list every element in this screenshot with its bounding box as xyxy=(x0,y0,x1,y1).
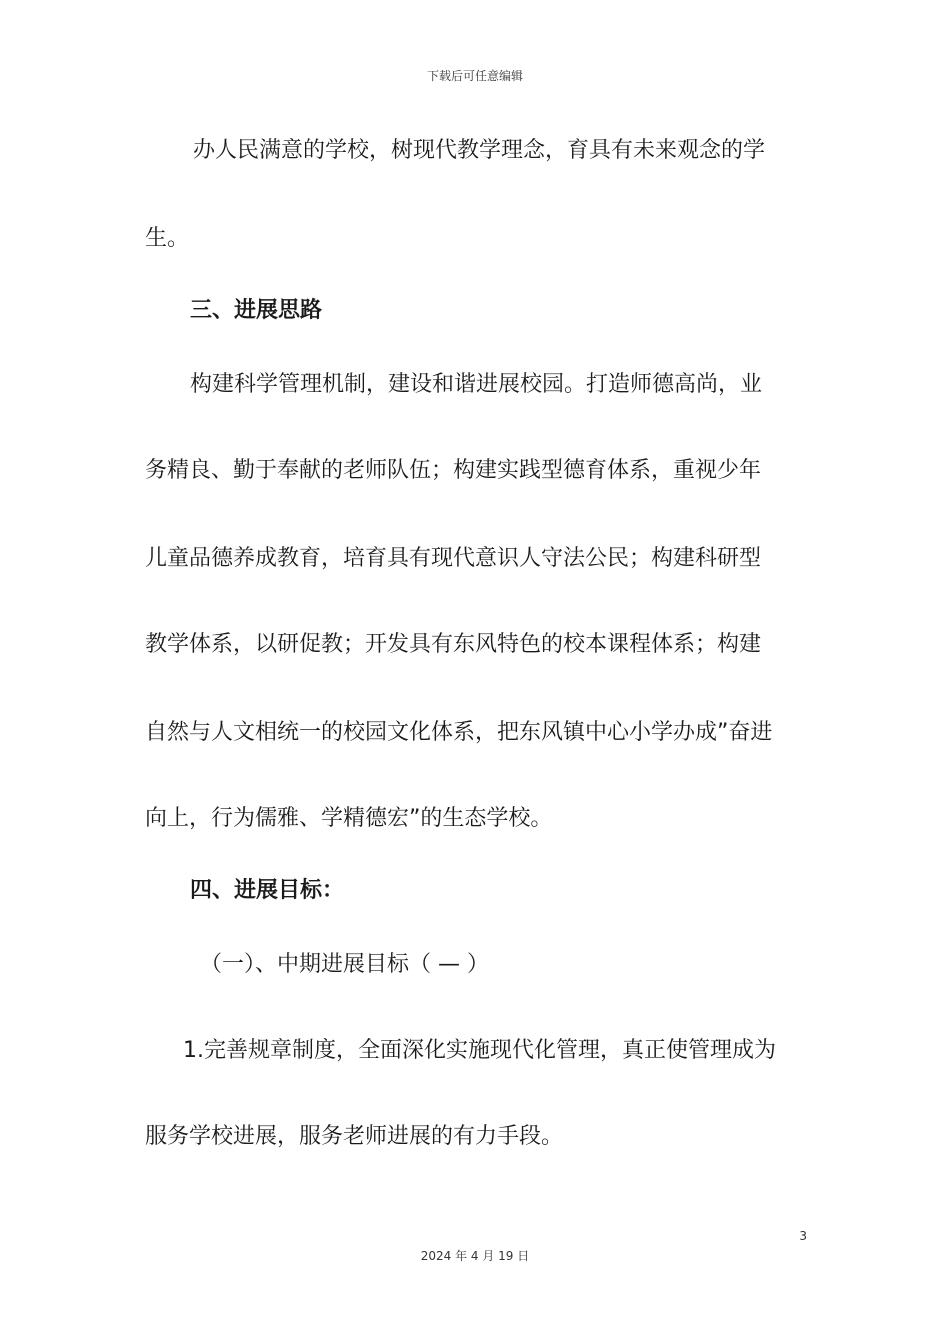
section-heading-3: 三、进展思路 xyxy=(190,298,323,323)
paragraph-line-7: 教学体系，以研促教；开发具有东风特色的校本课程体系；构建 xyxy=(145,632,762,657)
paragraph-line-1: 办人民满意的学校，树现代教学理念，育具有未来观念的学 xyxy=(193,138,766,163)
paragraph-line-10: 1.完善规章制度，全面深化实施现代化管理，真正使管理成为 xyxy=(183,1038,776,1063)
header-note: 下载后可任意编辑 xyxy=(426,69,523,83)
paragraph-line-11: 服务学校进展，服务老师进展的有力手段。 xyxy=(145,1124,564,1149)
subheading-1: （一）、中期进展目标（ — ） xyxy=(200,952,489,977)
paragraph-line-4: 构建科学管理机制，建设和谐进展校园。打造师德高尚，业 xyxy=(190,372,763,397)
paragraph-line-5: 务精良、勤于奉献的老师队伍；构建实践型德育体系，重视少年 xyxy=(145,458,762,483)
footer-date: 2024 年 4 月 19 日 xyxy=(420,1249,530,1263)
paragraph-line-2: 生。 xyxy=(145,226,190,251)
paragraph-line-9: 向上，行为儒雅、学精德宏”的生态学校。 xyxy=(145,806,553,831)
paragraph-line-6: 儿童品德养成教育，培育具有现代意识人守法公民；构建科研型 xyxy=(145,546,762,571)
paragraph-line-8: 自然与人文相统一的校园文化体系，把东风镇中心小学办成”奋进 xyxy=(145,720,773,745)
section-heading-4: 四、进展目标： xyxy=(190,878,345,903)
page-number: 3 xyxy=(799,1229,807,1243)
